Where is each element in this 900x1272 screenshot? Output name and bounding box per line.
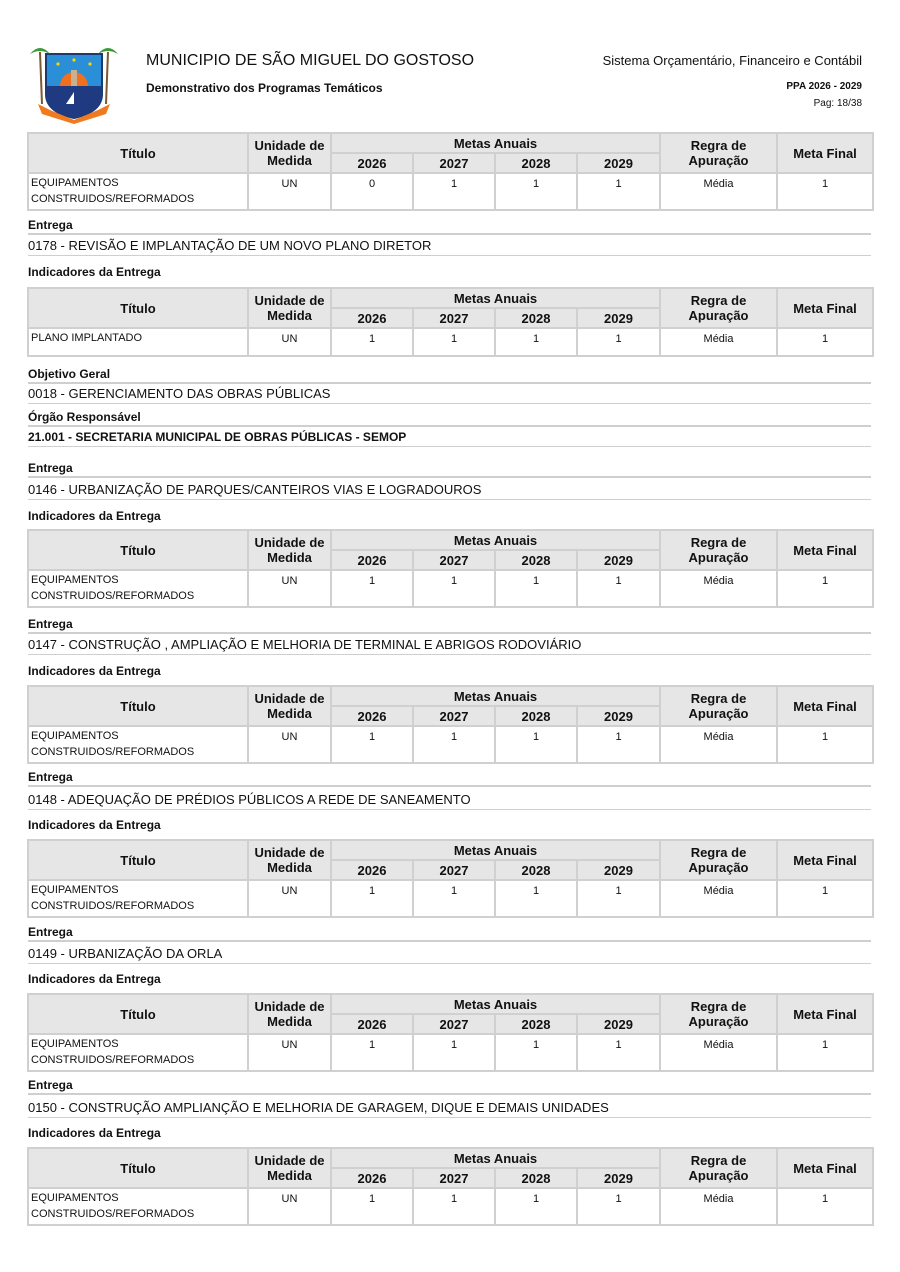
header-year: 2028 bbox=[495, 550, 577, 570]
cell-meta-anual: 1 bbox=[495, 1034, 577, 1071]
header-unidade: Unidade de bbox=[248, 994, 331, 1014]
header-apuracao: Apuração bbox=[660, 550, 777, 570]
table-row bbox=[28, 726, 873, 763]
header-medida: Medida bbox=[248, 308, 331, 328]
cell-meta-anual: 1 bbox=[577, 328, 660, 356]
cell-meta-anual: 1 bbox=[413, 1034, 495, 1071]
section-value: 0149 - URBANIZAÇÃO DA ORLA bbox=[28, 946, 871, 964]
cell-regra: Média bbox=[660, 173, 777, 210]
cell-meta-anual: 1 bbox=[577, 1188, 660, 1225]
cell-meta-anual: 1 bbox=[413, 880, 495, 917]
section-value: 0178 - REVISÃO E IMPLANTAÇÃO DE UM NOVO PLANO DIRETOR bbox=[28, 238, 871, 256]
cell-titulo: EQUIPAMENTOS CONSTRUIDOS/REFORMADOS bbox=[28, 1034, 248, 1071]
table-header-row bbox=[28, 994, 873, 1014]
cell-titulo: EQUIPAMENTOS CONSTRUIDOS/REFORMADOS bbox=[28, 726, 248, 763]
header-regra: Regra de bbox=[660, 994, 777, 1014]
municipal-coat-of-arms-logo bbox=[28, 42, 120, 124]
section-label: Entrega bbox=[28, 770, 871, 787]
cell-meta-final: 1 bbox=[777, 1188, 873, 1225]
section-value: 0018 - GERENCIAMENTO DAS OBRAS PÚBLICAS bbox=[28, 386, 871, 404]
cell-meta-final: 1 bbox=[777, 328, 873, 356]
cell-unidade: UN bbox=[248, 173, 331, 210]
table-row bbox=[28, 173, 873, 210]
table-row bbox=[28, 880, 873, 917]
header-year: 2028 bbox=[495, 1014, 577, 1034]
cell-meta-anual: 1 bbox=[413, 570, 495, 607]
header-year: 2026 bbox=[331, 1168, 413, 1188]
cell-meta-anual: 1 bbox=[413, 328, 495, 356]
indicators-table bbox=[27, 839, 874, 918]
header-year: 2026 bbox=[331, 308, 413, 328]
section-label: Indicadores da Entrega bbox=[28, 265, 161, 279]
cell-meta-anual: 1 bbox=[331, 328, 413, 356]
table-header-row bbox=[28, 686, 873, 706]
header-meta-final: Meta Final bbox=[777, 1148, 873, 1188]
indicators-table bbox=[27, 685, 874, 764]
cell-meta-anual: 1 bbox=[331, 880, 413, 917]
header-apuracao: Apuração bbox=[660, 706, 777, 726]
section-label: Indicadores da Entrega bbox=[28, 818, 161, 832]
header-year: 2029 bbox=[577, 1014, 660, 1034]
header-meta-final: Meta Final bbox=[777, 840, 873, 880]
table-header-row bbox=[28, 133, 873, 153]
cell-meta-final: 1 bbox=[777, 173, 873, 210]
header-meta-final: Meta Final bbox=[777, 530, 873, 570]
report-title: Demonstrativo dos Programas Temáticos bbox=[146, 81, 383, 95]
header-medida: Medida bbox=[248, 860, 331, 880]
header-titulo: Título bbox=[28, 133, 248, 173]
section-label: Entrega bbox=[28, 218, 871, 235]
header-apuracao: Apuração bbox=[660, 308, 777, 328]
cell-meta-anual: 1 bbox=[413, 173, 495, 210]
system-name: Sistema Orçamentário, Financeiro e Contábil bbox=[602, 53, 862, 68]
cell-titulo: EQUIPAMENTOS CONSTRUIDOS/REFORMADOS bbox=[28, 880, 248, 917]
indicators-table bbox=[27, 1147, 874, 1226]
cell-regra: Média bbox=[660, 328, 777, 356]
header-year: 2027 bbox=[413, 1014, 495, 1034]
header-unidade: Unidade de bbox=[248, 840, 331, 860]
header-medida: Medida bbox=[248, 1014, 331, 1034]
section-value: 0148 - ADEQUAÇÃO DE PRÉDIOS PÚBLICOS A REDE DE SANEAMENTO bbox=[28, 792, 871, 810]
header-year: 2028 bbox=[495, 1168, 577, 1188]
cell-meta-anual: 1 bbox=[331, 1034, 413, 1071]
cell-meta-anual: 1 bbox=[495, 880, 577, 917]
header-unidade: Unidade de bbox=[248, 1148, 331, 1168]
header-year: 2027 bbox=[413, 706, 495, 726]
header-apuracao: Apuração bbox=[660, 1014, 777, 1034]
cell-meta-anual: 1 bbox=[577, 1034, 660, 1071]
header-regra: Regra de bbox=[660, 133, 777, 153]
cell-meta-anual: 1 bbox=[577, 570, 660, 607]
cell-unidade: UN bbox=[248, 726, 331, 763]
cell-meta-final: 1 bbox=[777, 1034, 873, 1071]
header-year: 2029 bbox=[577, 153, 660, 173]
table-row bbox=[28, 328, 873, 356]
header-year: 2027 bbox=[413, 550, 495, 570]
cell-titulo: PLANO IMPLANTADO bbox=[28, 328, 248, 356]
cell-meta-final: 1 bbox=[777, 880, 873, 917]
header-year: 2026 bbox=[331, 706, 413, 726]
header-metas-anuais: Metas Anuais bbox=[331, 840, 660, 860]
header-year: 2027 bbox=[413, 308, 495, 328]
header-meta-final: Meta Final bbox=[777, 994, 873, 1034]
section-value: 0146 - URBANIZAÇÃO DE PARQUES/CANTEIROS VIAS E LOGRADOUROS bbox=[28, 482, 871, 500]
cell-meta-anual: 1 bbox=[495, 173, 577, 210]
cell-regra: Média bbox=[660, 1188, 777, 1225]
cell-meta-anual: 1 bbox=[577, 880, 660, 917]
header-year: 2027 bbox=[413, 860, 495, 880]
header-medida: Medida bbox=[248, 550, 331, 570]
header-year: 2029 bbox=[577, 1168, 660, 1188]
section-label: Órgão Responsável bbox=[28, 410, 871, 427]
section-label: Indicadores da Entrega bbox=[28, 1126, 161, 1140]
header-regra: Regra de bbox=[660, 1148, 777, 1168]
table-row bbox=[28, 1034, 873, 1071]
table-header-row bbox=[28, 840, 873, 860]
header-year: 2029 bbox=[577, 860, 660, 880]
cell-regra: Média bbox=[660, 570, 777, 607]
header-titulo: Título bbox=[28, 686, 248, 726]
page-number: Pag: 18/38 bbox=[813, 98, 862, 109]
municipality-name: MUNICIPIO DE SÃO MIGUEL DO GOSTOSO bbox=[146, 52, 475, 69]
cell-meta-final: 1 bbox=[777, 570, 873, 607]
header-year: 2027 bbox=[413, 1168, 495, 1188]
cell-meta-anual: 1 bbox=[413, 1188, 495, 1225]
header-titulo: Título bbox=[28, 530, 248, 570]
header-metas-anuais: Metas Anuais bbox=[331, 1148, 660, 1168]
section-label: Entrega bbox=[28, 617, 871, 634]
cell-meta-anual: 1 bbox=[495, 570, 577, 607]
cell-meta-anual: 1 bbox=[495, 328, 577, 356]
cell-meta-anual: 0 bbox=[331, 173, 413, 210]
indicators-table bbox=[27, 993, 874, 1072]
cell-meta-anual: 1 bbox=[577, 173, 660, 210]
section-label: Entrega bbox=[28, 1078, 871, 1095]
header-apuracao: Apuração bbox=[660, 860, 777, 880]
header-medida: Medida bbox=[248, 706, 331, 726]
header-year: 2026 bbox=[331, 153, 413, 173]
ppa-period: PPA 2026 - 2029 bbox=[786, 81, 862, 92]
table-row bbox=[28, 570, 873, 607]
header-titulo: Título bbox=[28, 288, 248, 328]
header-regra: Regra de bbox=[660, 840, 777, 860]
header-titulo: Título bbox=[28, 840, 248, 880]
table-header-row bbox=[28, 1148, 873, 1168]
header-medida: Medida bbox=[248, 1168, 331, 1188]
cell-unidade: UN bbox=[248, 1034, 331, 1071]
header-year: 2028 bbox=[495, 308, 577, 328]
section-label: Indicadores da Entrega bbox=[28, 509, 161, 523]
cell-meta-final: 1 bbox=[777, 726, 873, 763]
indicators-table bbox=[27, 287, 874, 357]
section-label: Indicadores da Entrega bbox=[28, 664, 161, 678]
header-regra: Regra de bbox=[660, 686, 777, 706]
header-regra: Regra de bbox=[660, 288, 777, 308]
header-titulo: Título bbox=[28, 994, 248, 1034]
cell-titulo: EQUIPAMENTOS CONSTRUIDOS/REFORMADOS bbox=[28, 173, 248, 210]
section-value: 0150 - CONSTRUÇÃO AMPLIANÇÃO E MELHORIA DE GARAGEM, DIQUE E DEMAIS UNIDADES bbox=[28, 1100, 871, 1118]
header-metas-anuais: Metas Anuais bbox=[331, 133, 660, 153]
section-label: Entrega bbox=[28, 925, 871, 942]
header-medida: Medida bbox=[248, 153, 331, 173]
cell-meta-anual: 1 bbox=[577, 726, 660, 763]
cell-unidade: UN bbox=[248, 570, 331, 607]
header-year: 2026 bbox=[331, 860, 413, 880]
cell-unidade: UN bbox=[248, 880, 331, 917]
header-year: 2026 bbox=[331, 550, 413, 570]
header-apuracao: Apuração bbox=[660, 1168, 777, 1188]
header-unidade: Unidade de bbox=[248, 530, 331, 550]
header-year: 2026 bbox=[331, 1014, 413, 1034]
header-meta-final: Meta Final bbox=[777, 133, 873, 173]
cell-unidade: UN bbox=[248, 1188, 331, 1225]
section-value: 21.001 - SECRETARIA MUNICIPAL DE OBRAS PÚBLICAS - SEMOP bbox=[28, 429, 871, 447]
cell-unidade: UN bbox=[248, 328, 331, 356]
header-year: 2027 bbox=[413, 153, 495, 173]
table-header-row bbox=[28, 288, 873, 308]
section-value: 0147 - CONSTRUÇÃO , AMPLIAÇÃO E MELHORIA DE TERMINAL E ABRIGOS RODOVIÁRIO bbox=[28, 637, 871, 655]
cell-regra: Média bbox=[660, 880, 777, 917]
cell-meta-anual: 1 bbox=[495, 1188, 577, 1225]
header-unidade: Unidade de bbox=[248, 133, 331, 153]
cell-meta-anual: 1 bbox=[331, 1188, 413, 1225]
header-year: 2029 bbox=[577, 550, 660, 570]
cell-meta-anual: 1 bbox=[331, 570, 413, 607]
header-meta-final: Meta Final bbox=[777, 288, 873, 328]
header-titulo: Título bbox=[28, 1148, 248, 1188]
cell-titulo: EQUIPAMENTOS CONSTRUIDOS/REFORMADOS bbox=[28, 1188, 248, 1225]
header-unidade: Unidade de bbox=[248, 288, 331, 308]
header-metas-anuais: Metas Anuais bbox=[331, 530, 660, 550]
section-label: Objetivo Geral bbox=[28, 367, 871, 384]
cell-titulo: EQUIPAMENTOS CONSTRUIDOS/REFORMADOS bbox=[28, 570, 248, 607]
header-metas-anuais: Metas Anuais bbox=[331, 288, 660, 308]
header-year: 2029 bbox=[577, 308, 660, 328]
header-year: 2028 bbox=[495, 860, 577, 880]
header-unidade: Unidade de bbox=[248, 686, 331, 706]
header-year: 2028 bbox=[495, 153, 577, 173]
section-label: Indicadores da Entrega bbox=[28, 972, 161, 986]
cell-meta-anual: 1 bbox=[331, 726, 413, 763]
header-metas-anuais: Metas Anuais bbox=[331, 686, 660, 706]
header-year: 2028 bbox=[495, 706, 577, 726]
header-metas-anuais: Metas Anuais bbox=[331, 994, 660, 1014]
cell-regra: Média bbox=[660, 1034, 777, 1071]
cell-meta-anual: 1 bbox=[495, 726, 577, 763]
table-row bbox=[28, 1188, 873, 1225]
indicators-table bbox=[27, 529, 874, 608]
cell-regra: Média bbox=[660, 726, 777, 763]
header-apuracao: Apuração bbox=[660, 153, 777, 173]
header-regra: Regra de bbox=[660, 530, 777, 550]
cell-meta-anual: 1 bbox=[413, 726, 495, 763]
section-label: Entrega bbox=[28, 461, 871, 478]
header-year: 2029 bbox=[577, 706, 660, 726]
table-header-row bbox=[28, 530, 873, 550]
header-meta-final: Meta Final bbox=[777, 686, 873, 726]
indicators-table bbox=[27, 132, 874, 211]
